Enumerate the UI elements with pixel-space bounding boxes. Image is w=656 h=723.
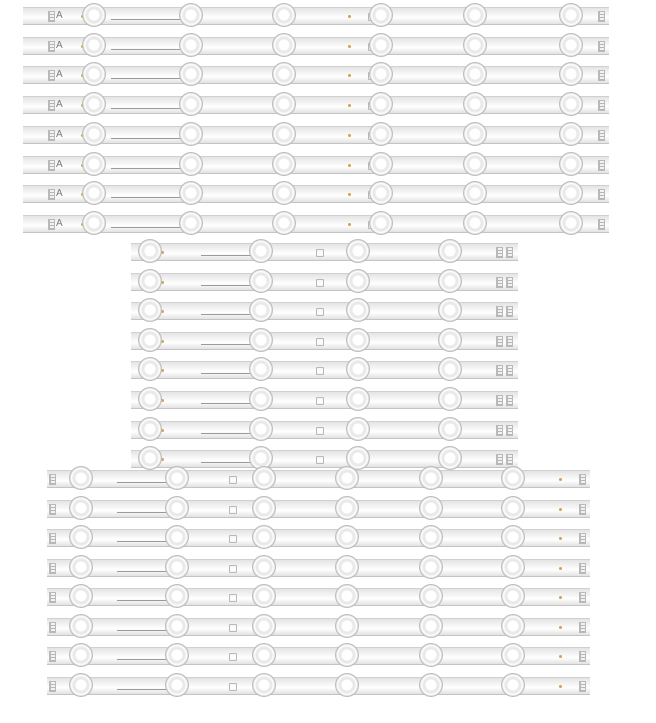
led-lens-icon [166,644,188,666]
connector-icon [506,336,513,347]
led-strip-b [131,421,518,439]
led-lens-icon [166,497,188,519]
connector-icon [579,474,586,485]
led-lens-icon [420,615,442,637]
led-lens-icon [253,497,275,519]
led-lens-icon [166,585,188,607]
led-strip-b [131,302,518,320]
led-lens-icon [139,240,161,262]
led-lens-icon [83,182,105,204]
connector-icon [598,219,605,230]
component-dot [559,596,562,599]
led-strip-a [23,126,609,144]
led-lens-icon [250,299,272,321]
led-lens-icon [336,585,358,607]
connector-icon [506,306,513,317]
printed-code-line [117,541,172,542]
connector-icon [598,100,605,111]
led-lens-icon [180,182,202,204]
led-lens-icon [253,644,275,666]
led-lens-icon [250,240,272,262]
led-lens-icon [139,299,161,321]
solder-pad [316,249,324,257]
strip-type-label: A [56,129,63,140]
strip-type-label: A [56,40,63,51]
component-dot [348,193,351,196]
led-lens-icon [347,447,369,469]
led-lens-icon [83,212,105,234]
solder-pad [229,653,237,661]
led-lens-icon [420,674,442,696]
led-lens-icon [502,615,524,637]
solder-pad [316,427,324,435]
solder-pad [316,367,324,375]
connector-icon [579,622,586,633]
led-lens-icon [370,182,392,204]
connector-icon [496,395,503,406]
led-lens-icon [70,526,92,548]
strip-type-label: A [56,218,63,229]
connector-icon [496,365,503,376]
led-lens-icon [439,447,461,469]
led-lens-icon [273,212,295,234]
led-lens-icon [464,34,486,56]
led-strip-a [23,215,609,233]
led-lens-icon [166,674,188,696]
led-lens-icon [560,212,582,234]
led-strip-a [23,37,609,55]
led-strip-a [23,66,609,84]
connector-icon [579,592,586,603]
solder-pad [229,535,237,543]
led-strip-b [131,332,518,350]
led-lens-icon [336,497,358,519]
led-lens-icon [180,153,202,175]
led-lens-icon [560,63,582,85]
led-lens-icon [560,4,582,26]
component-dot [161,458,164,461]
led-lens-icon [253,526,275,548]
component-dot [348,74,351,77]
connector-icon [49,592,56,603]
led-lens-icon [250,358,272,380]
led-strip-a [23,156,609,174]
led-lens-icon [347,418,369,440]
connector-icon [506,425,513,436]
led-lens-icon [250,270,272,292]
printed-code-line [117,571,172,572]
led-lens-icon [253,467,275,489]
led-strip-b [131,391,518,409]
led-lens-icon [336,467,358,489]
led-strip-b [131,450,518,468]
led-lens-icon [502,467,524,489]
led-lens-icon [420,497,442,519]
led-lens-icon [370,4,392,26]
component-dot [559,478,562,481]
led-lens-icon [420,467,442,489]
led-lens-icon [273,123,295,145]
solder-pad [316,338,324,346]
component-dot [559,655,562,658]
led-lens-icon [502,497,524,519]
led-lens-icon [336,615,358,637]
printed-code-line [111,168,183,169]
led-lens-icon [139,388,161,410]
led-lens-icon [370,153,392,175]
printed-code-line [111,227,183,228]
connector-icon [579,651,586,662]
printed-code-line [111,197,183,198]
component-dot [161,251,164,254]
led-lens-icon [502,674,524,696]
solder-pad [229,506,237,514]
led-lens-icon [273,182,295,204]
led-strip-b [131,243,518,261]
connector-icon [48,100,55,111]
connector-icon [496,306,503,317]
led-lens-icon [370,34,392,56]
solder-pad [229,594,237,602]
led-lens-icon [250,418,272,440]
led-lens-icon [83,153,105,175]
led-lens-icon [502,526,524,548]
led-lens-icon [166,615,188,637]
led-lens-icon [273,63,295,85]
led-lens-icon [83,123,105,145]
component-dot [559,685,562,688]
led-lens-icon [273,93,295,115]
led-lens-icon [336,526,358,548]
printed-code-line [111,49,183,50]
led-lens-icon [347,358,369,380]
led-lens-icon [336,644,358,666]
component-dot [348,223,351,226]
printed-code-line [111,19,183,20]
connector-icon [579,681,586,692]
component-dot [559,626,562,629]
led-lens-icon [464,123,486,145]
led-strip-b [131,273,518,291]
led-strip-c [47,618,590,636]
led-lens-icon [273,34,295,56]
connector-icon [598,189,605,200]
led-lens-icon [253,615,275,637]
component-dot [161,369,164,372]
led-lens-icon [180,93,202,115]
solder-pad [229,565,237,573]
connector-icon [579,504,586,515]
led-lens-icon [370,93,392,115]
solder-pad [229,476,237,484]
connector-icon [496,425,503,436]
led-lens-icon [83,4,105,26]
led-strip-a [23,7,609,25]
connector-icon [506,247,513,258]
led-lens-icon [180,34,202,56]
led-strip-c [47,647,590,665]
connector-icon [579,533,586,544]
connector-icon [598,130,605,141]
component-dot [559,508,562,511]
connector-icon [506,365,513,376]
strip-type-label: A [56,99,63,110]
led-lens-icon [439,358,461,380]
led-lens-icon [139,447,161,469]
connector-icon [49,474,56,485]
strip-type-label: A [56,159,63,170]
led-lens-icon [70,467,92,489]
led-lens-icon [347,388,369,410]
led-lens-icon [180,63,202,85]
led-lens-icon [464,63,486,85]
led-lens-icon [180,4,202,26]
connector-icon [49,504,56,515]
led-lens-icon [420,644,442,666]
led-lens-icon [253,556,275,578]
led-strip-b [131,361,518,379]
led-lens-icon [560,123,582,145]
printed-code-line [117,689,172,690]
connector-icon [48,160,55,171]
led-lens-icon [83,63,105,85]
led-lens-icon [166,556,188,578]
led-lens-icon [370,212,392,234]
led-lens-icon [83,34,105,56]
led-lens-icon [502,644,524,666]
printed-code-line [117,512,172,513]
led-lens-icon [464,4,486,26]
led-lens-icon [370,123,392,145]
component-dot [348,164,351,167]
led-strip-c [47,588,590,606]
component-dot [348,104,351,107]
led-lens-icon [253,674,275,696]
connector-icon [598,160,605,171]
connector-icon [598,11,605,22]
connector-icon [49,533,56,544]
led-lens-icon [420,556,442,578]
solder-pad [229,624,237,632]
led-lens-icon [560,34,582,56]
printed-code-line [117,630,172,631]
component-dot [161,281,164,284]
led-strip-a [23,96,609,114]
component-dot [348,45,351,48]
led-lens-icon [336,556,358,578]
connector-icon [48,70,55,81]
led-lens-icon [347,329,369,351]
component-dot [348,15,351,18]
led-lens-icon [464,153,486,175]
connector-icon [48,219,55,230]
connector-icon [579,563,586,574]
led-lens-icon [439,418,461,440]
led-strip-c [47,470,590,488]
strip-type-label: A [56,69,63,80]
led-lens-icon [502,556,524,578]
printed-code-line [117,600,172,601]
led-lens-icon [347,299,369,321]
led-lens-icon [250,388,272,410]
connector-icon [48,11,55,22]
component-dot [161,399,164,402]
led-lens-icon [139,270,161,292]
connector-icon [496,336,503,347]
connector-icon [496,454,503,465]
led-lens-icon [439,270,461,292]
component-dot [559,537,562,540]
component-dot [559,567,562,570]
strip-type-label: A [56,188,63,199]
led-lens-icon [70,497,92,519]
led-lens-icon [439,329,461,351]
led-lens-icon [139,358,161,380]
led-lens-icon [253,585,275,607]
led-lens-icon [139,418,161,440]
connector-icon [598,70,605,81]
connector-icon [506,395,513,406]
connector-icon [496,277,503,288]
led-lens-icon [180,212,202,234]
component-dot [348,134,351,137]
led-lens-icon [70,644,92,666]
led-lens-icon [502,585,524,607]
solder-pad [316,456,324,464]
led-lens-icon [166,526,188,548]
solder-pad [316,397,324,405]
printed-code-line [111,78,183,79]
component-dot [161,310,164,313]
led-lens-icon [560,93,582,115]
solder-pad [229,683,237,691]
connector-icon [49,651,56,662]
connector-icon [49,563,56,574]
led-lens-icon [560,153,582,175]
led-lens-icon [464,93,486,115]
led-lens-icon [273,4,295,26]
led-lens-icon [139,329,161,351]
connector-icon [506,454,513,465]
led-strip-c [47,559,590,577]
led-lens-icon [439,240,461,262]
led-lens-icon [273,153,295,175]
led-strip-c [47,677,590,695]
led-lens-icon [180,123,202,145]
led-lens-icon [464,182,486,204]
led-lens-icon [250,447,272,469]
led-lens-icon [439,388,461,410]
led-lens-icon [70,674,92,696]
led-strip-a [23,185,609,203]
connector-icon [506,277,513,288]
strip-type-label: A [56,10,63,21]
led-lens-icon [370,63,392,85]
printed-code-line [117,659,172,660]
led-lens-icon [250,329,272,351]
component-dot [161,340,164,343]
led-lens-icon [83,93,105,115]
led-lens-icon [347,240,369,262]
led-lens-icon [336,674,358,696]
component-dot [161,429,164,432]
printed-code-line [117,482,172,483]
solder-pad [316,308,324,316]
led-lens-icon [347,270,369,292]
led-strip-c [47,529,590,547]
connector-icon [49,681,56,692]
led-lens-icon [464,212,486,234]
led-lens-icon [439,299,461,321]
connector-icon [48,130,55,141]
connector-icon [598,41,605,52]
connector-icon [48,189,55,200]
printed-code-line [111,108,183,109]
connector-icon [48,41,55,52]
led-lens-icon [166,467,188,489]
led-lens-icon [70,615,92,637]
printed-code-line [111,138,183,139]
led-lens-icon [560,182,582,204]
led-lens-icon [420,585,442,607]
led-lens-icon [70,556,92,578]
solder-pad [316,279,324,287]
led-lens-icon [420,526,442,548]
connector-icon [49,622,56,633]
led-strip-c [47,500,590,518]
connector-icon [496,247,503,258]
led-lens-icon [70,585,92,607]
